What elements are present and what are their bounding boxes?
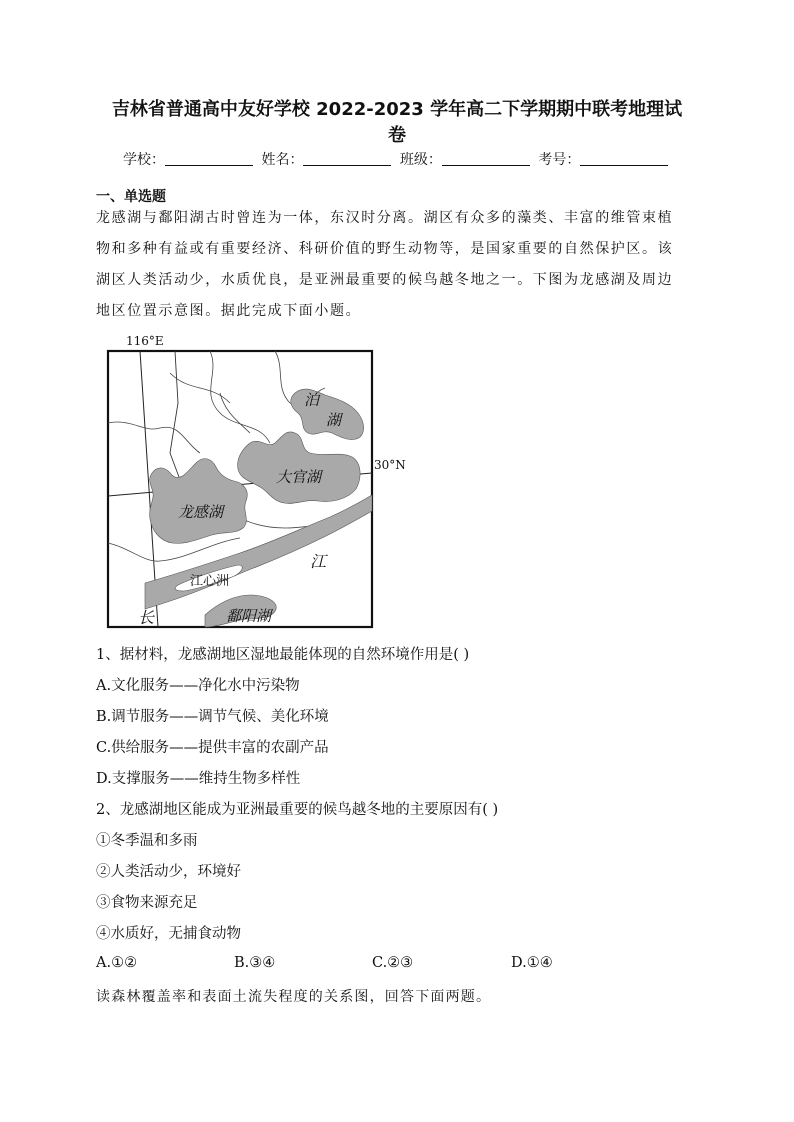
name-label: 姓名：: [261, 152, 304, 168]
q2-item: ②人类活动少，环境好: [96, 864, 241, 880]
longgan-lake-label: 龙感湖: [178, 503, 224, 521]
intro-line: 地区位置示意图。据此完成下面小题。: [96, 303, 362, 319]
q1-option-a[interactable]: A.文化服务——净化水中污染物: [96, 678, 300, 694]
school-label: 学校：: [123, 152, 165, 168]
intro-line: 龙感湖与鄱阳湖古时曾连为一体，东汉时分离。湖区有众多的藻类、丰富的维管束植: [96, 210, 674, 226]
q2-item: ④水质好，无捕食动物: [96, 926, 241, 942]
q2-option-b[interactable]: B.③④: [234, 955, 276, 971]
q2-option-c[interactable]: C.②③: [372, 955, 414, 971]
q2-item: ①冬季温和多雨: [96, 833, 198, 849]
chang-label: 长: [138, 608, 155, 627]
section-title: 一、单选题: [96, 189, 166, 205]
exam-number-blank[interactable]: [580, 151, 668, 166]
q1-option-d[interactable]: D.支撑服务——维持生物多样性: [96, 771, 301, 787]
name-blank[interactable]: [303, 151, 391, 166]
exam-title-line2: 卷: [388, 125, 406, 146]
jiang-label: 江: [310, 552, 327, 571]
longitude-label: 116°E: [126, 334, 164, 348]
longgan-lake-map: [100, 333, 406, 633]
closing-instruction: 读森林覆盖率和表面土流失程度的关系图，回答下面两题。: [96, 989, 492, 1005]
q2-option-a[interactable]: A.①②: [96, 955, 138, 971]
jiangxinzhou-label: 江心洲: [190, 574, 230, 589]
exam-number-label: 考号：: [538, 152, 581, 168]
school-blank[interactable]: [165, 151, 253, 166]
class-label: 班级：: [399, 152, 442, 168]
class-blank[interactable]: [442, 151, 530, 166]
bo-lake-label-2: 湖: [326, 411, 342, 429]
q1-option-c[interactable]: C.供给服务——提供丰富的农副产品: [96, 740, 329, 756]
intro-line: 湖区人类活动少，水质优良，是亚洲最重要的候鸟越冬地之一。下图为龙感湖及周边: [96, 272, 674, 288]
exam-title-line1: 吉林省普通高中友好学校 2022-2023 学年高二下学期期中联考地理试: [111, 99, 683, 120]
latitude-label: 30°N: [374, 458, 406, 472]
student-info-row: [123, 150, 672, 170]
q2-item: ③食物来源充足: [96, 895, 198, 911]
q2-stem: 2、龙感湖地区能成为亚洲最重要的候鸟越冬地的主要原因有( ): [96, 802, 499, 818]
q2-option-d[interactable]: D.①④: [511, 955, 553, 971]
bo-lake-label-1: 泊: [304, 391, 320, 409]
poyang-lake-label: 鄱阳湖: [226, 607, 272, 625]
q1-stem: 1、据材料，龙感湖地区湿地最能体现的自然环境作用是( ): [96, 647, 470, 663]
daguan-lake-label: 大官湖: [276, 468, 322, 486]
q1-option-b[interactable]: B.调节服务——调节气候、美化环境: [96, 709, 329, 725]
intro-line: 物和多种有益或有重要经济、科研价值的野生动物等，是国家重要的自然保护区。该: [96, 241, 674, 257]
